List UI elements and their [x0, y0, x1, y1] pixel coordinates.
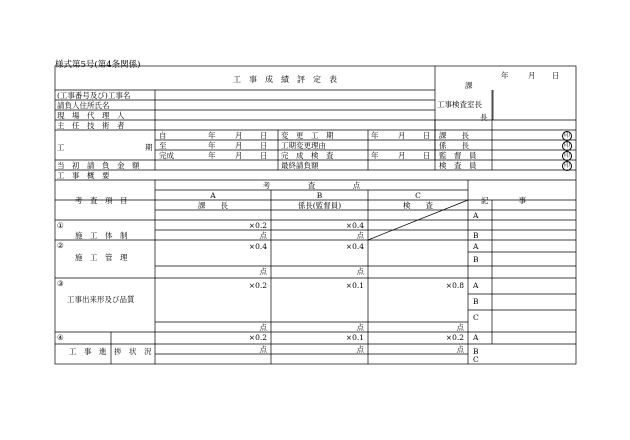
initial-amount-label: 当 初 請 負 金 額: [57, 161, 140, 170]
date-month: 月: [528, 71, 536, 80]
item3-a-ratio: ×0.2: [248, 281, 267, 290]
item2-a-ratio: ×0.4: [248, 242, 267, 251]
construction-label: 工: [57, 143, 65, 152]
item2-b-ratio: ×0.4: [345, 242, 364, 251]
from-day: 日: [260, 131, 268, 140]
item3-a-points: 点: [259, 323, 267, 332]
item2-num: ②: [57, 241, 64, 250]
official-supervisor: 監 督 員: [439, 151, 477, 160]
from-year: 年: [208, 131, 216, 140]
item1-a-points: 点: [259, 231, 267, 240]
item1-b-points: 点: [356, 231, 364, 240]
approval-dept: 課: [465, 81, 473, 90]
change-day: 日: [423, 131, 431, 140]
item1-a-ratio: ×0.2: [248, 221, 267, 230]
change-period-label: 変 更 工 期: [281, 131, 334, 140]
item4-c-ratio: ×0.2: [445, 333, 464, 342]
period-label: 期: [145, 143, 153, 152]
item4-c-points: 点: [456, 345, 464, 354]
completion-inspection-label: 完 成 検 査: [281, 151, 334, 160]
completed-month: 月: [235, 151, 243, 160]
seal-mark-4: 印: [563, 162, 570, 169]
form-caption: 様式第5号(第4条関係): [55, 60, 141, 70]
official-section-chief: 係 長: [439, 141, 469, 150]
item4-label: 工 事 進 捗 状 況: [69, 347, 152, 356]
score-group-header: 考 査 点: [262, 181, 361, 190]
col-b-letter: B: [316, 191, 323, 200]
item2-a-points: 点: [259, 267, 267, 276]
date-year: 年: [501, 71, 509, 80]
item3-b-ratio: ×0.1: [345, 281, 364, 290]
item1-grade-b: B: [473, 231, 479, 240]
remarks-header-1: 記 事: [481, 196, 526, 205]
seal-mark-1: 印: [563, 132, 570, 139]
form-title: 工 事 成 績 評 定 表: [233, 75, 337, 84]
site-agent-label: 現 場 代 理 人: [57, 111, 125, 120]
item3-num: ③: [57, 279, 64, 288]
inspection-day: 日: [423, 151, 431, 160]
completed-year: 年: [208, 151, 216, 160]
inspection-year: 年: [371, 151, 379, 160]
item3-b-points: 点: [356, 323, 364, 332]
inspection-month: 月: [398, 151, 406, 160]
change-reason-label: 工期変更理由: [281, 141, 326, 150]
contractor-label: 請負人住所氏名: [57, 101, 110, 110]
date-day: 日: [552, 71, 560, 80]
item4-b-ratio: ×0.1: [345, 333, 364, 342]
item3-grade-b: B: [473, 297, 479, 306]
item4-grade-b: B: [473, 347, 479, 356]
inspection-head-label: 工事検査室長: [437, 100, 482, 109]
change-month: 月: [398, 131, 406, 140]
from-label: 自: [159, 131, 167, 140]
item1-b-ratio: ×0.4: [345, 221, 364, 230]
item-header: 考 査 項 目: [75, 196, 128, 205]
seal-mark-3: 印: [563, 152, 570, 159]
item3-label: 工事出来形及び品質: [67, 295, 135, 304]
from-month: 月: [235, 131, 243, 140]
to-year: 年: [208, 141, 216, 150]
item2-grade-a: A: [473, 242, 479, 251]
final-amount-label: 最終請負額: [281, 161, 319, 170]
item4-a-points: 点: [259, 345, 267, 354]
item4-grade-c: C: [473, 355, 479, 364]
col-a-role: 課 長: [198, 201, 228, 210]
col-b-role: 係長(監督員): [297, 201, 342, 210]
change-year: 年: [371, 131, 379, 140]
seal-mark-2: 印: [563, 142, 570, 149]
item4-num: ④: [57, 333, 64, 342]
item1-grade-a: A: [473, 211, 479, 220]
item2-grade-b: B: [473, 255, 479, 264]
chief-engineer-label: 主 任 技 術 者: [57, 121, 125, 130]
item2-b-points: 点: [356, 267, 364, 276]
to-day: 日: [260, 141, 268, 150]
to-label: 至: [159, 141, 167, 150]
work-no-name-label: (工事番号及び)工事名: [57, 91, 131, 100]
item1-num: ①: [57, 221, 64, 230]
to-month: 月: [235, 141, 243, 150]
item2-label: 施 工 管 理: [75, 253, 128, 262]
completed-day: 日: [260, 151, 268, 160]
item3-c-ratio: ×0.8: [445, 281, 464, 290]
approval-chief: 長: [480, 113, 488, 122]
item4-b-points: 点: [356, 345, 364, 354]
completed-label: 完成: [159, 151, 174, 160]
official-dept-head: 課 長: [439, 131, 469, 140]
item3-grade-c: C: [473, 313, 479, 322]
col-c-role: 検 査: [403, 201, 433, 210]
work-summary-label: 工 事 概 要: [57, 171, 110, 180]
item4-a-ratio: ×0.2: [248, 333, 267, 342]
item4-grade-a: A: [473, 333, 479, 342]
item3-c-points: 点: [456, 323, 464, 332]
col-c-letter: C: [415, 191, 421, 200]
item1-label: 施 工 体 制: [75, 231, 128, 240]
official-inspector: 検 査 員: [439, 161, 477, 170]
item3-grade-a: A: [473, 281, 479, 290]
col-a-letter: A: [210, 191, 216, 200]
